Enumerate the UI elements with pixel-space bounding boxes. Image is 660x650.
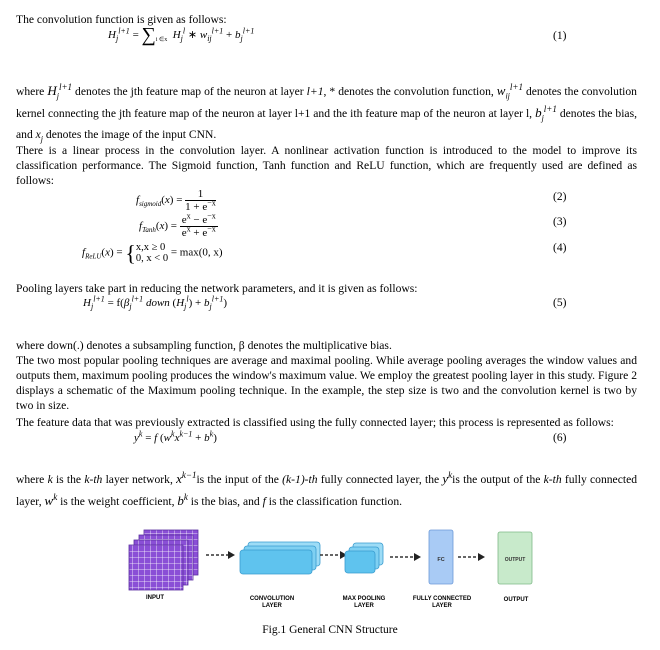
equation-fully-connected: $y^k = f$ $(w^kx^{k-1} + b^k)$ — [134, 429, 217, 444]
label-fully-connected: FULLY CONNECTED LAYER — [412, 596, 472, 609]
equation-pooling: $H_j^{l+1} = f(\beta_j^{l+1}$ down $(H_j^l) + b_j^{l+1}$) — [83, 294, 228, 312]
label-max-pooling: MAX POOLING LAYER — [342, 596, 386, 609]
equation-number-4: (4) — [553, 242, 567, 254]
intro-sentence: The convolution function is given as follows: — [16, 13, 227, 26]
paragraph-down-definition: where down(.) denotes a subsampling function, β denotes the multiplicative bias. — [16, 339, 392, 352]
label-input: INPUT — [146, 595, 164, 601]
input-image-stack — [129, 530, 198, 590]
figure-caption: Fig.1 General CNN Structure — [262, 624, 398, 636]
equation-sigmoid: $f_{sigmoid}(x)$ = $\frac{1}{1 + e^{-x}}$ — [136, 188, 216, 213]
fc-label: FC — [437, 557, 445, 563]
paragraph-pooling-techniques: The two most popular pooling techniques are average and maximal pooling. While average pooling averages the window values and outputs them, maximum pooling produces the window's maximum value. We employ the greatest pooling layer in this study. Figure 2 displays a schematic of the Maximum pooling technique. In the example, the step size is two and the convolution kernel is two by two in size. — [16, 354, 637, 412]
max-pooling-layer-block — [345, 543, 383, 573]
paragraph-activation: There is a linear process in the convolution layer. A nonlinear activation function is introduced to the model to improve its classification performance. The Sigmoid function, Tanh function and ReLU function, which are frequently used are defined as follows: — [16, 144, 637, 187]
paragraph-pooling: Pooling layers take part in reducing the network parameters, and it is given as follows: — [16, 282, 418, 295]
output-box-label: OUTPUT — [504, 557, 526, 563]
label-convolution: CONVOLUTION LAYER — [249, 596, 295, 609]
equation-relu: $f_{ReLU}(x) = \{x,x \ge 0$ 0, x < 0 = max(0, x) — [82, 240, 223, 266]
paragraph-fully-connected: The feature data that was previously extracted is classified using the fully connected layer; this process is represented as follows: — [16, 416, 614, 429]
equation-number-5: (5) — [553, 297, 567, 309]
equation-number-3: (3) — [553, 216, 567, 228]
equation-convolution: $H_j^{l+1} = \sum_{i \in x}$ $H_j^l$ ∗ $w_{ij}^{l+1} + b_j^{l+1}$ — [108, 24, 255, 46]
paragraph-fc-definitions: where k is the k-th layer network, $x^{k-1}is$ the input of the (k-1)-th fully connected layer, the $y^kis$ the output of the k-th fully connected layer, $w^k$ is the weight coefficient, $b^k$ is the bias, and f is the classification function. — [16, 470, 638, 508]
convolution-layer-block — [240, 542, 320, 574]
equation-number-1: (1) — [553, 30, 567, 42]
equation-number-6: (6) — [553, 432, 567, 444]
equation-tanh: $f_{Tanh}(x)$ = $\frac{e^x - e^{-x}}{e^x + e^{-x}}$ — [139, 211, 216, 239]
label-output: OUTPUT — [503, 597, 529, 603]
paragraph-definitions: where $H_j^{l+1}$ denotes the jth feature map of the neuron at layer l+1, * denotes the convolution function, $w_{ij}^{l+1}$ denotes the convolution kernel connecting the jth feature map of the neuron at layer l+1 and the ith feature map of the neuron at layer l, $b_j^{l+1}$ denotes the bias, and $x_j$ denotes the image of the input CNN. — [16, 82, 637, 144]
equation-number-2: (2) — [553, 191, 567, 203]
